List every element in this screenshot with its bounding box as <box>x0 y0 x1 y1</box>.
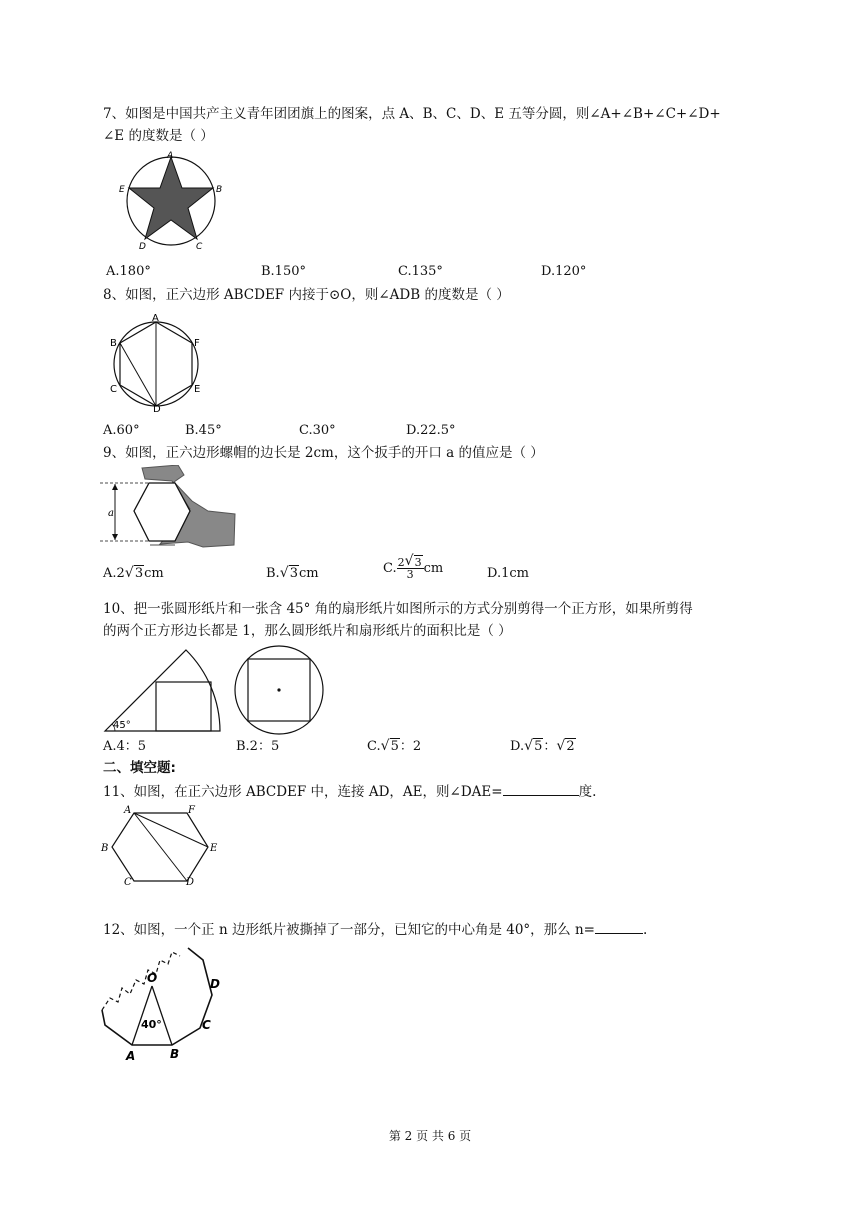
q8-option-a[interactable]: A.60° <box>103 423 140 438</box>
q8-label-a: A <box>152 313 159 324</box>
q10-text-line2: 的两个正方形边长都是 1，那么圆形纸片和扇形纸片的面积比是（ ） <box>103 623 512 639</box>
q9-text: 9、如图，正六边形螺帽的边长是 2cm，这个扳手的开口 a 的值应是（ ） <box>103 445 544 461</box>
q10-option-c-root: √ 5 <box>381 739 400 755</box>
q10-option-c[interactable]: C.√ 5：2 <box>367 739 421 755</box>
q12-polygon-figure <box>100 940 225 1065</box>
q10-circle-figure <box>234 645 332 737</box>
q10-text-line1: 10、把一张圆形纸片和一张含 45° 角的扇形纸片如图所示的方式分别剪得一个正方形，如果所剪得 <box>103 601 693 617</box>
q7-option-d[interactable]: D.120° <box>541 264 587 279</box>
q11-label-f: F <box>188 805 195 816</box>
q7-label-b: B <box>216 185 223 195</box>
q10-option-b[interactable]: B.2：5 <box>236 739 280 754</box>
q10-sector <box>105 650 220 731</box>
q7-option-b[interactable]: B.150° <box>261 264 306 279</box>
q9-option-d[interactable]: D.1cm <box>487 566 529 581</box>
q7-label-a: A <box>167 151 174 161</box>
q12-radius-ob <box>152 986 172 1045</box>
q12-radius-oa <box>132 986 152 1045</box>
q7-option-a[interactable]: A.180° <box>106 264 151 279</box>
q11-label-b: B <box>101 843 109 854</box>
q12-text: 12、如图，一个正 n 边形纸片被撕掉了一部分，已知它的中心角是 40°，那么 n= . <box>103 922 648 938</box>
q8-option-b[interactable]: B.45° <box>185 423 222 438</box>
q8-label-e: E <box>194 384 201 395</box>
q7-star-figure <box>116 148 226 254</box>
q11-label-d: D <box>186 877 195 885</box>
q11-text: 11、如图，在正六边形 ABCDEF 中，连接 AD，AE，则∠DAE= 度. <box>103 784 597 800</box>
q11-label-e: E <box>210 843 218 854</box>
q11-hexagon-figure <box>100 803 225 885</box>
q12-label-a: A <box>126 1049 136 1063</box>
q11-label-a: A <box>124 805 132 816</box>
q10-option-d[interactable]: D.√ 5：√ 2 <box>510 739 576 755</box>
q7-label-e: E <box>119 185 125 195</box>
q10-center-dot <box>277 688 280 691</box>
q12-torn-edge <box>102 952 180 1010</box>
q9-option-b[interactable]: B.√ 3cm <box>266 566 319 582</box>
q8-option-d[interactable]: D.22.5° <box>406 423 456 438</box>
q9-option-a-root: √ 3 <box>125 566 144 582</box>
q9-option-a[interactable]: A.2√ 3cm <box>103 566 164 582</box>
q8-label-b: B <box>110 338 117 349</box>
q12-label-b: B <box>170 1047 180 1061</box>
q8-text: 8、如图，正六边形 ABCDEF 内接于⊙O，则∠ADB 的度数是（ ） <box>103 287 510 303</box>
q10-option-a[interactable]: A.4：5 <box>103 739 147 754</box>
q12-label-o: O <box>147 971 158 985</box>
q9-arrow-up <box>112 484 118 490</box>
q9-option-c[interactable]: C. $\frac{2√ 3}{3}$ cm <box>383 557 443 580</box>
section-heading-fill-in: 二、填空题: <box>103 760 176 776</box>
page-footer: 第 2 页 共 6 页 <box>388 1129 472 1143</box>
q12-answer-blank[interactable] <box>595 920 643 934</box>
q11-label-c: C <box>124 877 132 885</box>
q10-option-d-root2: √ 2 <box>556 739 575 755</box>
q10-sector-figure <box>103 642 233 734</box>
q7-label-d: D <box>139 242 146 252</box>
q7-text-line2: ∠E 的度数是（ ） <box>103 128 214 144</box>
q9-arrow-down <box>112 534 118 540</box>
q10-sector-square <box>156 682 211 731</box>
q9-option-c-fraction: $\frac{2√ 3}{3}$ <box>397 557 424 580</box>
q11-line-ad <box>134 813 187 881</box>
q8-label-c: C <box>110 384 117 395</box>
q7-option-c[interactable]: C.135° <box>398 264 443 279</box>
q8-line-bd <box>120 343 156 406</box>
q9-label-a: a <box>108 508 114 519</box>
q12-label-c: C <box>202 1018 211 1032</box>
q9-option-b-root: √ 3 <box>280 566 299 582</box>
q7-label-c: C <box>196 242 203 252</box>
q10-angle-label: 45° <box>113 720 131 731</box>
q8-label-d: D <box>153 404 161 412</box>
q12-label-d: D <box>210 977 220 991</box>
q8-label-f: F <box>194 338 200 349</box>
q8-hexagon-figure <box>106 312 206 412</box>
q7-star <box>129 157 213 239</box>
q10-option-d-root1: √ 5 <box>524 739 543 755</box>
q8-option-c[interactable]: C.30° <box>299 423 336 438</box>
q11-answer-blank[interactable] <box>503 782 579 796</box>
q9-wrench-figure <box>100 465 240 555</box>
q7-text-line1: 7、如图是中国共产主义青年团团旗上的图案，点 A、B、C、D、E 五等分圆，则∠A+∠B+∠C+∠D+ <box>103 106 721 122</box>
q12-angle-label: 40° <box>141 1018 162 1031</box>
